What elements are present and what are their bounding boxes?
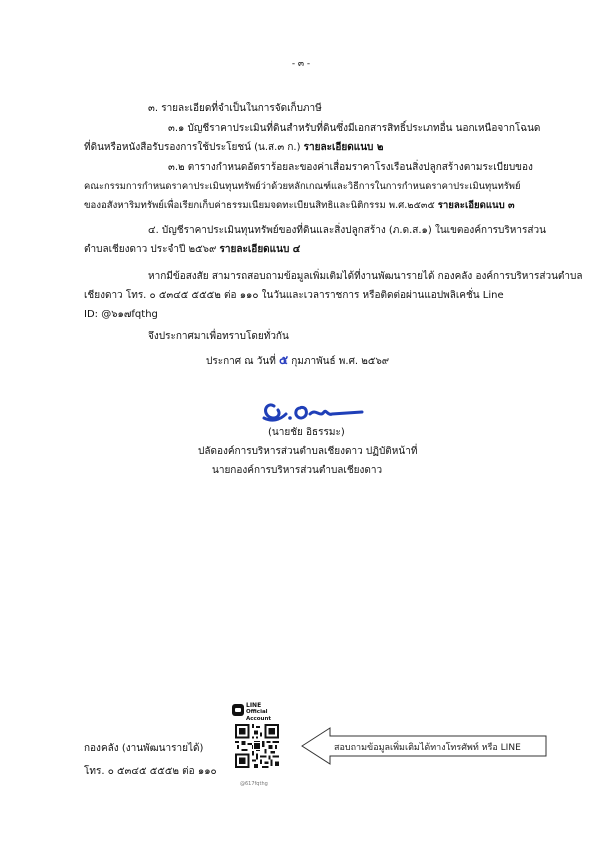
item-4-line2: ตำบลเชียงดาว ประจำปี ๒๕๖๙ รายละเอียดแนบ ๔ — [84, 244, 301, 255]
contact-line3: ID: @๖๑๗fqthg — [84, 309, 158, 320]
contact-line2: เชียงดาว โทร. ๐ ๕๓๔๕ ๕๕๕๒ ต่อ ๑๑๐ ในวันและเวลาราชการ หรือติดต่อผ่านแอปพลิเคชั่น Line — [84, 290, 504, 301]
signer-position-line1: ปลัดองค์การบริหารส่วนตำบลเชียงดาว ปฏิบัติหน้าที่ — [198, 446, 418, 457]
signature-icon — [258, 396, 368, 424]
signer-name: (นายชัย อิธรรมะ) — [268, 427, 345, 438]
contact-line1: หากมีข้อสงสัย สามารถสอบถามข้อมูลเพิ่มเติมได้ที่งานพัฒนารายได้ กองคลัง องค์การบริหารส่วนตำบล — [148, 271, 583, 282]
signer-position-line2: นายกองค์การบริหารส่วนตำบลเชียงดาว — [212, 465, 383, 476]
announce-day: ๕ — [278, 353, 289, 367]
item-4-line1: ๔. บัญชีราคาประเมินทุนทรัพย์ของที่ดินและสิ่งปลูกสร้าง (ภ.ด.ส.๑) ในเขตองค์การบริหารส่วน — [148, 225, 546, 236]
qr-brand-official: Official Account — [246, 709, 272, 722]
qr-account-id: @617fqthg — [240, 781, 268, 787]
arrow-callout-text: สอบถามข้อมูลเพิ่มเติมได้ทางโทรศัพท์ หรือ LINE — [334, 743, 521, 753]
attachment-2-label: รายละเอียดแนบ ๒ — [303, 142, 384, 153]
item-3-1-line2: ที่ดินหรือหนังสือรับรองการใช้ประโยชน์ (น.ส.๓ ก.) รายละเอียดแนบ ๒ — [84, 142, 384, 153]
item-3: ๓. รายละเอียดที่จำเป็นในการจัดเก็บภาษี — [148, 103, 322, 114]
line-logo-icon — [232, 704, 244, 716]
qr-code-icon[interactable] — [235, 724, 279, 768]
footer-department: กองคลัง (งานพัฒนารายได้) — [84, 743, 204, 754]
announce-date: ประกาศ ณ วันที่ ๕ กุมภาพันธ์ พ.ศ. ๒๕๖๙ — [206, 353, 390, 367]
item-3-2-line2: คณะกรรมการกำหนดราคาประเมินทุนทรัพย์ว่าด้วยหลักเกณฑ์และวิธีการในการกำหนดราคาประเมินทุนทรัพย์ — [84, 181, 521, 192]
qr-brand-line: LINE — [246, 702, 262, 709]
attachment-3-label: รายละเอียดแนบ ๓ — [437, 200, 515, 211]
footer-phone: โทร. ๐ ๕๓๔๕ ๕๕๕๒ ต่อ ๑๑๐ — [84, 766, 217, 777]
item-3-2-line3: ของอสังหาริมทรัพย์เพื่อเรียกเก็บค่าธรรมเนียมจดทะเบียนสิทธิและนิติกรรม พ.ศ.๒๕๓๕ รายละเอียดแนบ ๓ — [84, 200, 515, 211]
item-3-2-line1: ๓.๒ ตารางกำหนดอัตราร้อยละของค่าเสื่อมราคาโรงเรือนสิ่งปลูกสร้างตามระเบียบของ — [168, 162, 533, 173]
page-number: - ๓ - — [291, 59, 311, 69]
closing-statement: จึงประกาศมาเพื่อทราบโดยทั่วกัน — [148, 331, 289, 342]
line-official-account-header — [232, 701, 294, 721]
item-3-1-line1: ๓.๑ บัญชีราคาประเมินที่ดินสำหรับที่ดินซึ่งมีเอกสารสิทธิ์ประเภทอื่น นอกเหนือจากโฉนด — [168, 123, 541, 134]
attachment-4-label: รายละเอียดแนบ ๔ — [219, 244, 301, 255]
